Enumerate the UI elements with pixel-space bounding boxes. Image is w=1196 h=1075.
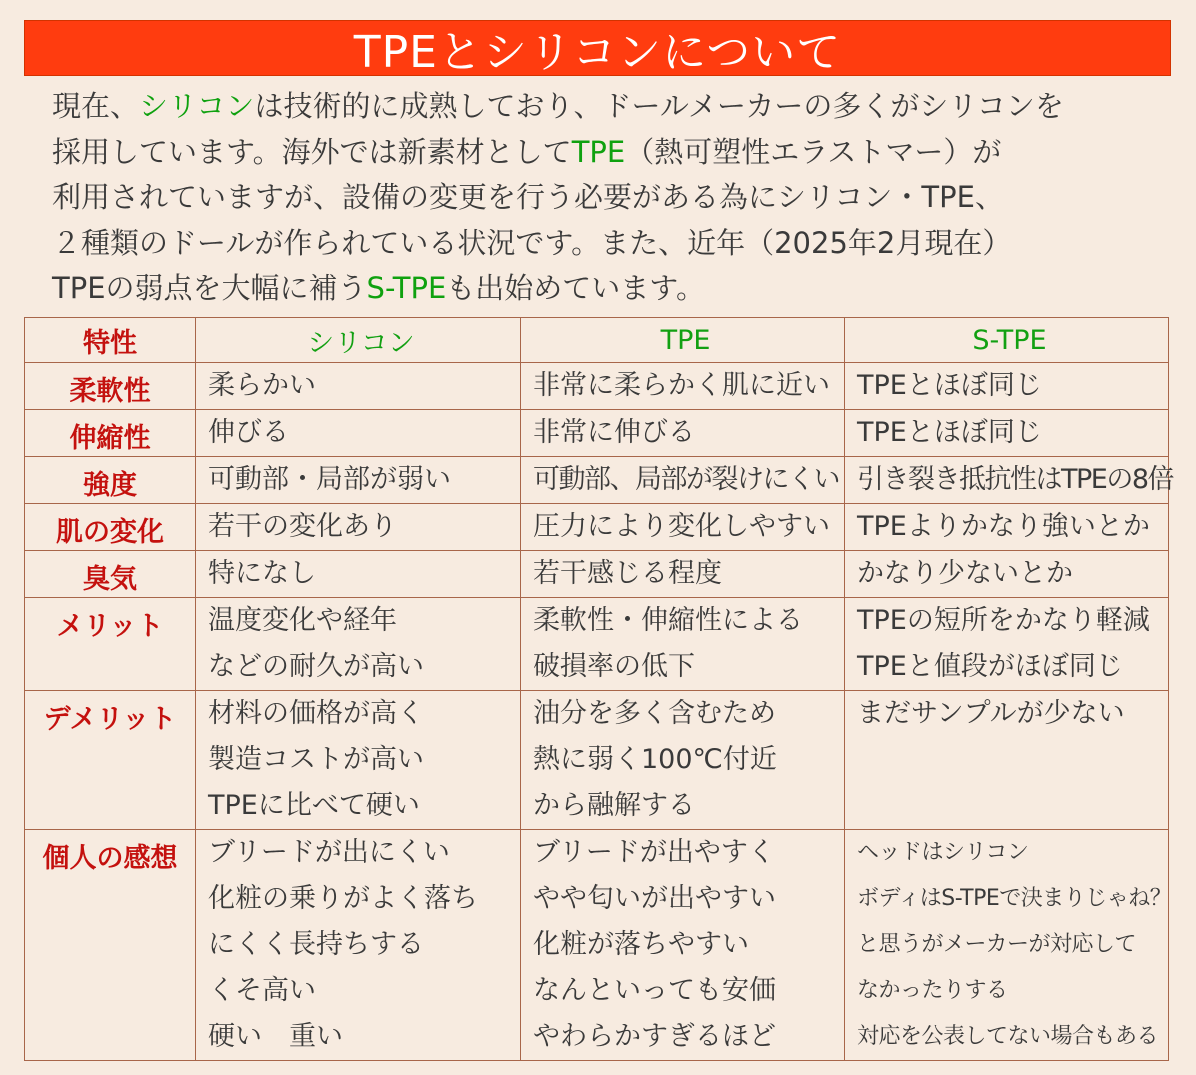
cell-text: まだサンプルが少ない — [857, 698, 1125, 729]
cell-text: やや匂いが出やすい — [533, 883, 776, 914]
cell-silicone — [196, 551, 521, 598]
cell-text: 柔らかい — [208, 370, 316, 401]
cell-text: 伸びる — [208, 417, 289, 448]
cell-text: ヘッドはシリコン — [857, 840, 1029, 865]
cell-stpe — [845, 504, 1169, 551]
cell-text: 油分を多く含むため — [533, 698, 776, 729]
cell-stpe — [845, 457, 1174, 504]
intro-text: TPEの弱点を大幅に補う — [52, 271, 367, 305]
intro-highlight: TPE — [571, 134, 626, 169]
cell-stpe — [845, 830, 1172, 1061]
cell-stpe — [845, 410, 1169, 457]
table-row — [25, 598, 1169, 691]
page-title: TPEとシリコンについて — [353, 27, 842, 78]
intro-line-3: 利用されていますが、設備の変更を行う必要がある為にシリコン・TPE、 — [52, 180, 1004, 214]
cell-text: TPEの短所をかなり軽減 — [857, 605, 1150, 636]
intro-text: （熱可塑性エラストマー）が — [625, 134, 1002, 169]
header-silicone: シリコン — [196, 318, 521, 363]
intro-text: は技術的に成熟しており、ドールメーカーの多くがシリコンを — [254, 89, 1064, 123]
cell-tpe — [521, 363, 845, 410]
intro-text: 現在、 — [52, 89, 140, 123]
cell-text: 化粧の乗りがよく落ち — [208, 883, 478, 914]
table-row — [25, 457, 1169, 504]
cell-silicone — [196, 691, 521, 830]
cell-text: TPEと値段がほぼ同じ — [857, 651, 1123, 682]
cell-text: くそ高い — [208, 975, 316, 1006]
cell-tpe — [521, 504, 845, 551]
table-row — [25, 363, 1169, 410]
table-row — [25, 830, 1169, 1061]
cell-stpe — [845, 551, 1169, 598]
intro-text: 採用しています。海外では新素材として — [52, 134, 572, 169]
row-label: デメリット — [25, 691, 196, 830]
table-row — [25, 410, 1169, 457]
cell-stpe — [845, 691, 1169, 830]
cell-text: TPEよりかなり強いとか — [857, 511, 1150, 542]
intro-highlight: S-TPE — [366, 271, 447, 305]
cell-text: TPEとほぼ同じ — [857, 417, 1042, 448]
cell-silicone — [196, 504, 521, 551]
row-label: 肌の変化 — [25, 504, 196, 551]
cell-text: と思うがメーカーが対応して — [857, 932, 1137, 957]
cell-silicone — [196, 598, 521, 691]
header-tpe: TPE — [521, 318, 845, 363]
cell-text: から融解する — [533, 790, 695, 821]
intro-paragraph — [52, 84, 1172, 312]
table-row — [25, 551, 1169, 598]
cell-text: やわらかすぎるほど — [533, 1021, 776, 1052]
cell-text: TPEに比べて硬い — [208, 790, 420, 821]
cell-text: 非常に伸びる — [533, 417, 695, 448]
cell-tpe — [521, 830, 845, 1061]
row-label: 伸縮性 — [25, 410, 196, 457]
cell-text: 材料の価格が高く — [208, 698, 424, 729]
cell-text: 温度変化や経年 — [208, 605, 397, 636]
row-label: メリット — [25, 598, 196, 691]
cell-text: 破損率の低下 — [533, 651, 695, 682]
cell-text: にくく長持ちする — [208, 929, 424, 960]
cell-text: 可動部・局部が弱い — [208, 464, 451, 495]
cell-text: ボディはS-TPEで決まりじゃね？ — [857, 886, 1172, 911]
cell-text: などの耐久が高い — [208, 651, 424, 682]
cell-text: 引き裂き抵抗性はTPEの8倍 — [857, 464, 1174, 495]
cell-tpe — [521, 598, 845, 691]
cell-tpe — [521, 551, 845, 598]
cell-text: 柔軟性・伸縮性による — [533, 605, 803, 636]
intro-line-2 — [52, 130, 1172, 176]
cell-text: 硬い 重い — [208, 1021, 343, 1052]
comparison-table — [24, 317, 1174, 1061]
cell-text: 若干感じる程度 — [533, 558, 722, 589]
cell-tpe — [521, 410, 845, 457]
intro-line-5 — [52, 266, 1172, 312]
cell-text: なかったりする — [857, 978, 1008, 1003]
cell-text: 可動部、局部が裂けにくい — [533, 464, 839, 495]
cell-stpe — [845, 363, 1169, 410]
cell-text: 非常に柔らかく肌に近い — [533, 370, 830, 401]
table-header-row — [25, 318, 1169, 363]
cell-text: 特になし — [208, 558, 316, 589]
table-row — [25, 504, 1169, 551]
cell-text: ブリードが出やすく — [533, 837, 775, 868]
cell-stpe — [845, 598, 1169, 691]
intro-text: も出始めています。 — [446, 271, 705, 305]
cell-text: ブリードが出にくい — [208, 837, 450, 868]
cell-text: 圧力により変化しやすい — [533, 511, 830, 542]
header-property: 特性 — [25, 318, 196, 363]
cell-text: TPEとほぼ同じ — [857, 370, 1042, 401]
cell-text: 対応を公表してない場合もある — [857, 1024, 1159, 1049]
header-stpe: S-TPE — [845, 318, 1169, 363]
cell-text: なんといっても安価 — [533, 975, 776, 1006]
table-body — [25, 363, 1174, 1061]
cell-tpe — [521, 457, 845, 504]
intro-highlight: シリコン — [139, 89, 255, 123]
intro-line-1 — [52, 84, 1172, 130]
table-row — [25, 691, 1169, 830]
cell-tpe — [521, 691, 845, 830]
cell-text: かなり少ないとか — [857, 558, 1073, 589]
row-label: 臭気 — [25, 551, 196, 598]
cell-text: 若干の変化あり — [208, 511, 397, 542]
cell-silicone — [196, 410, 521, 457]
row-label: 柔軟性 — [25, 363, 196, 410]
row-label: 個人の感想 — [25, 830, 196, 1061]
cell-silicone — [196, 363, 521, 410]
cell-silicone — [196, 830, 521, 1061]
cell-text: 製造コストが高い — [208, 744, 424, 775]
cell-silicone — [196, 457, 521, 504]
title-banner — [24, 20, 1171, 76]
cell-text: 化粧が落ちやすい — [533, 929, 749, 960]
cell-text: 熱に弱く100℃付近 — [533, 744, 777, 775]
row-label: 強度 — [25, 457, 196, 504]
intro-line-4: ２種類のドールが作られている状況です。また、近年（2025年2月現在） — [52, 225, 1012, 260]
